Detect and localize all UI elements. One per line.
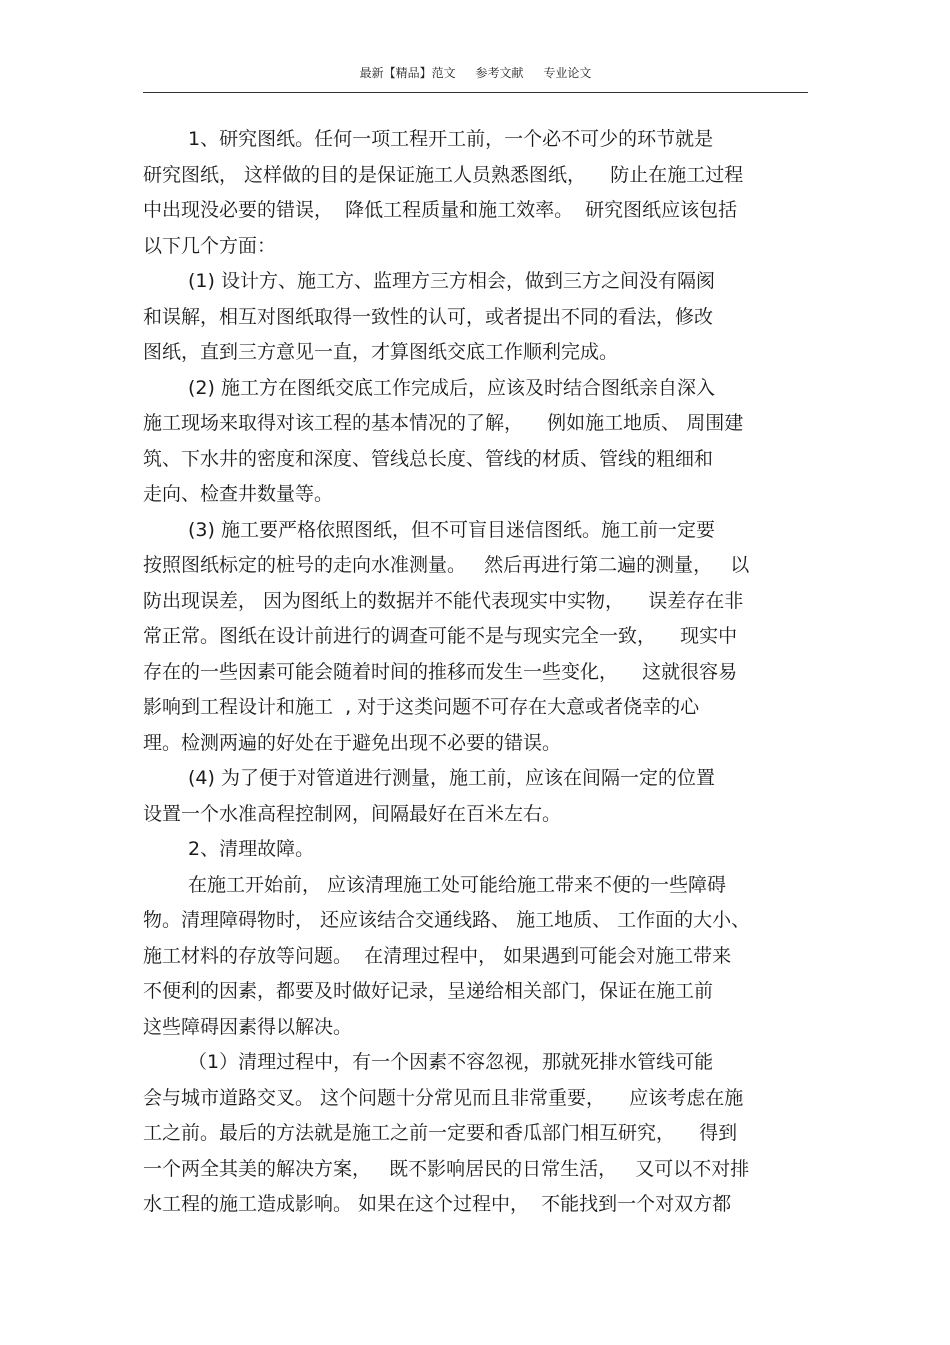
text-line: 存在的一些因素可能会随着时间的推移而发生一些变化， 这就很容易 [143, 660, 738, 683]
text-line: 1、研究图纸。任何一项工程开工前，一个必不可少的环节就是 [188, 128, 714, 150]
text-line: 一个两全其美的解决方案， 既不影响居民的日常生活， 又可以不对排 [143, 1157, 750, 1180]
text-line: 工之前。最后的方法就是施工之前一定要和香瓜部门相互研究， 得到 [143, 1122, 738, 1144]
page-header [143, 64, 808, 93]
text-line: 这些障碍因素得以解决。 [143, 1015, 353, 1038]
text-line: 理。检测两遍的好处在于避免出现不必要的错误。 [143, 731, 562, 754]
text-line: 设置一个水准高程控制网，间隔最好在百米左右。 [143, 802, 562, 825]
header-item-papers: 专业论文 [543, 66, 592, 80]
text-line: 施工材料的存放等问题。 在清理过程中， 如果遇到可能会对施工带来 [143, 944, 732, 967]
text-line: 不便利的因素，都要及时做好记录，呈递给相关部门，保证在施工前 [143, 980, 714, 1002]
text-line: （1）清理过程中，有一个因素不容忽视，那就死排水管线可能 [188, 1051, 714, 1073]
text-line: 施工现场来取得对该工程的基本情况的了解， 例如施工地质、 周围建 [143, 412, 744, 434]
text-line: (3) 施工要严格依照图纸，但不可盲目迷信图纸。施工前一定要 [188, 518, 715, 541]
text-line: 走向、检查井数量等。 [143, 483, 334, 505]
text-line: 研究图纸， 这样做的目的是保证施工人员熟悉图纸， 防止在施工过程 [143, 163, 744, 186]
text-line: 影响到工程设计和施工 , 对于这类问题不可存在大意或者侥幸的心 [143, 696, 700, 718]
text-line: 在施工开始前， 应该清理施工处可能给施工带来不便的一些障碍 [188, 873, 727, 896]
text-line: 筑、下水井的密度和深度、管线总长度、管线的材质、管线的粗细和 [143, 447, 714, 470]
text-line: (4) 为了便于对管道进行测量，施工前，应该在间隔一定的位置 [188, 767, 715, 789]
text-line: 防出现误差， 因为图纸上的数据并不能代表现实中实物， 误差存在非 [143, 589, 744, 612]
text-line: (2) 施工方在图纸交底工作完成后，应该及时结合图纸亲自深入 [188, 376, 715, 399]
text-line: 2、清理故障。 [188, 838, 315, 860]
text-line: 水工程的施工造成影响。 如果在这个过程中， 不能找到一个对双方都 [143, 1193, 732, 1215]
text-line: 以下几个方面： [143, 234, 277, 257]
text-line: 常正常。图纸在设计前进行的调查可能不是与现实完全一致， 现实中 [143, 625, 738, 647]
text-line: (1) 设计方、施工方、监理方三方相会，做到三方之间没有隔阂 [188, 270, 715, 292]
text-line: 图纸，直到三方意见一直，才算图纸交底工作顺利完成。 [143, 341, 619, 363]
header-item-references: 参考文献 [475, 66, 524, 80]
text-line: 按照图纸标定的桩号的走向水准测量。 然后再进行第二遍的测量， 以 [143, 554, 750, 576]
header-item-fanwen: 最新【精品】范文 [359, 66, 456, 80]
text-line: 会与城市道路交叉。 这个问题十分常见而且非常重要， 应该考虑在施 [143, 1086, 744, 1109]
text-line: 和误解，相互对图纸取得一致性的认可，或者提出不同的看法，修改 [143, 305, 714, 328]
text-line: 物。清理障碍物时， 还应该结合交通线路、 施工地质、 工作面的大小、 [143, 909, 751, 931]
text-line: 中出现没必要的错误， 降低工程质量和施工效率。 研究图纸应该包括 [143, 199, 738, 221]
document-body [143, 122, 808, 1223]
